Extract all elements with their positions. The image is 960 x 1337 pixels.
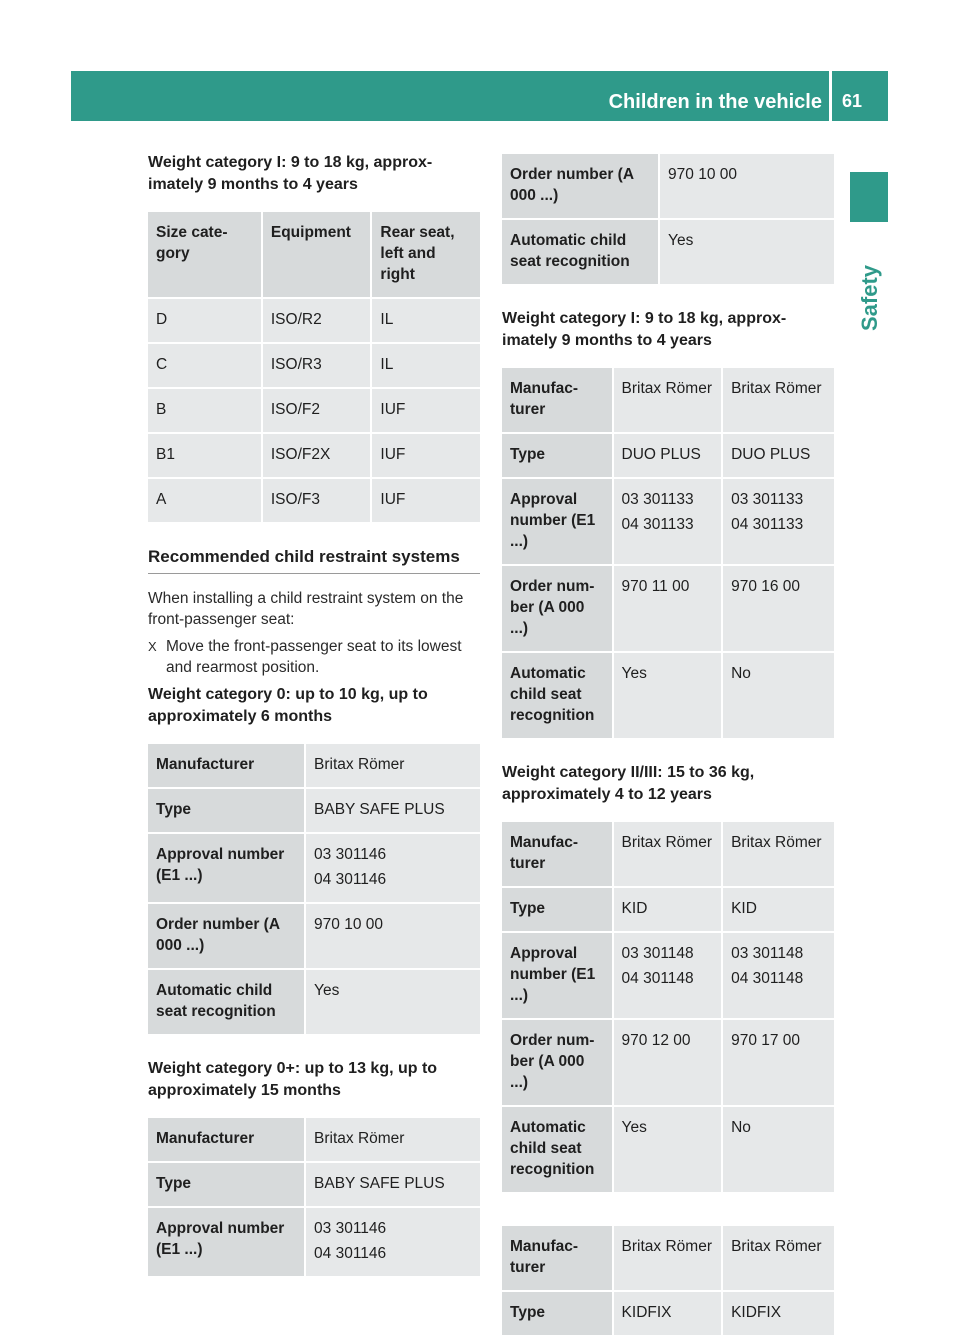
table-header-row: Size cate-gory Equipment Rear seat, left and right xyxy=(148,212,480,297)
header-title: Children in the vehicle xyxy=(608,91,822,113)
table-row: Order number (A 000 ...) 970 10 00 xyxy=(148,904,480,968)
table-row: Automatic child seat recognition Yes xyxy=(502,220,834,284)
table-row: Type BABY SAFE PLUS xyxy=(148,789,480,832)
table-row: Automatic child seat recognition Yes No xyxy=(502,653,834,738)
instruction-text: Move the front-passenger seat to its lowest and rearmost position. xyxy=(166,638,462,676)
table-row: Order num-ber (A 000 ...) 970 11 00 970 16 00 xyxy=(502,566,834,651)
page-header xyxy=(71,71,888,121)
weight-cat23-heading: Weight category II/III: 15 to 36 kg, approximately 4 to 12 years xyxy=(502,764,755,803)
table-row: Order num-ber (A 000 ...) 970 12 00 970 17 00 xyxy=(502,1020,834,1105)
section-heading: Recommended child restraint systems xyxy=(148,546,480,574)
table-row: Type DUO PLUS DUO PLUS xyxy=(502,434,834,477)
cat0-table xyxy=(148,742,480,1036)
table-row: Manufac-turer Britax Römer Britax Römer xyxy=(502,368,834,432)
page-number: 61 xyxy=(842,91,863,111)
header-divider xyxy=(829,71,832,121)
size-category-table xyxy=(148,210,480,524)
side-tab-marker xyxy=(850,172,888,222)
left-column xyxy=(148,152,480,1278)
cat23-kidfix-table xyxy=(502,1224,834,1337)
table-row: Approval number (E1 ...) 03 301146 04 301146 xyxy=(148,834,480,902)
table-row: C ISO/R3 IL xyxy=(148,344,480,387)
table-row: Automatic child seat recognition Yes xyxy=(148,970,480,1034)
table-row: Manufacturer Britax Römer xyxy=(148,744,480,787)
weight-cat1-heading: Weight category I: 9 to 18 kg, approx-imately 9 months to 4 years xyxy=(148,154,433,193)
weight-cat0plus-heading: Weight category 0+: up to 13 kg, up to approximately 15 months xyxy=(148,1060,438,1099)
instruction-arrow-icon: X xyxy=(148,639,157,654)
right-column xyxy=(502,152,834,1337)
table-row: Approval number (E1 ...) 03 301146 04 301146 xyxy=(148,1208,480,1276)
table-row: B1 ISO/F2X IUF xyxy=(148,434,480,477)
weight-cat1-heading-right: Weight category I: 9 to 18 kg, approx-imately 9 months to 4 years xyxy=(502,310,787,349)
cat0plus-table xyxy=(148,1116,480,1278)
cat23-table xyxy=(502,820,834,1194)
table-row: Manufacturer Britax Römer xyxy=(148,1118,480,1161)
table-row: A ISO/F3 IUF xyxy=(148,479,480,522)
table-row: Automatic child seat recognition Yes No xyxy=(502,1107,834,1192)
table-row: Approval number (E1 ...) 03 301133 04 301133 03 301133 04 301133 xyxy=(502,479,834,564)
instruction-item xyxy=(148,636,480,678)
side-tab-label: Safety xyxy=(857,264,882,331)
table-row: Order number (A 000 ...) 970 10 00 xyxy=(502,154,834,218)
table-row: Type BABY SAFE PLUS xyxy=(148,1163,480,1206)
table-row: Manufac-turer Britax Römer Britax Römer xyxy=(502,822,834,886)
table-row: Type KID KID xyxy=(502,888,834,931)
table-row: Approval number (E1 ...) 03 301148 04 301148 03 301148 04 301148 xyxy=(502,933,834,1018)
weight-cat0-heading: Weight category 0: up to 10 kg, up to approximately 6 months xyxy=(148,686,428,725)
table-row: B ISO/F2 IUF xyxy=(148,389,480,432)
cat0-continued-table xyxy=(502,152,834,286)
table-row: D ISO/R2 IL xyxy=(148,299,480,342)
table-row: Manufac-turer Britax Römer Britax Römer xyxy=(502,1226,834,1290)
cat1-table xyxy=(502,366,834,740)
table-row: Type KIDFIX KIDFIX xyxy=(502,1292,834,1335)
intro-text: When installing a child restraint system on the front-passenger seat: xyxy=(148,590,464,628)
